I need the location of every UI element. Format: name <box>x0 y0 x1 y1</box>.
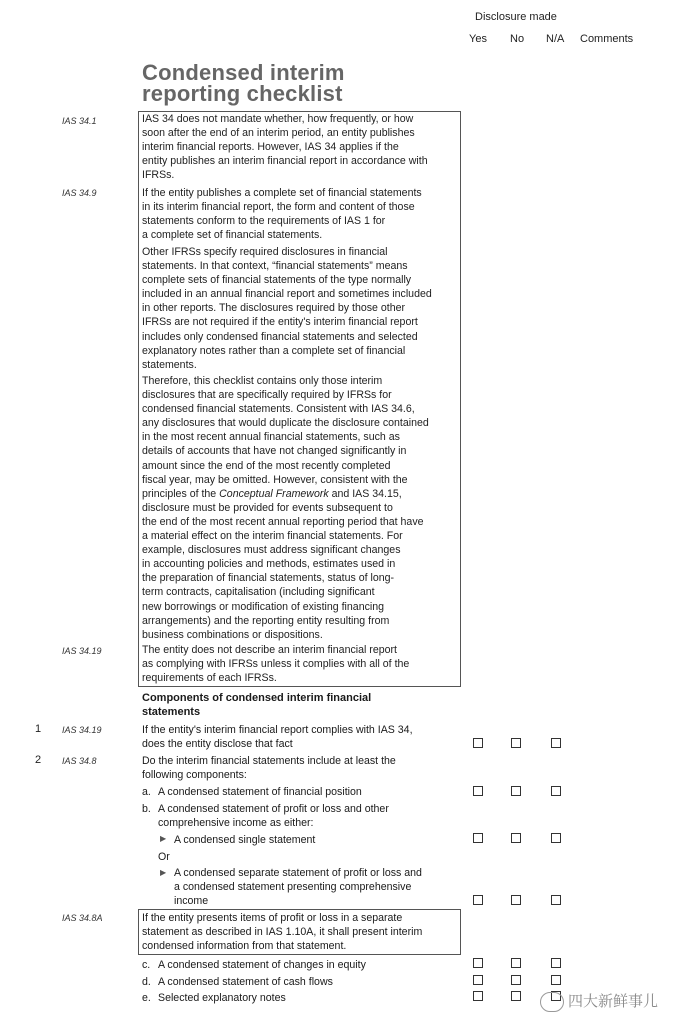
ref-ias-34-8a: IAS 34.8A <box>62 913 103 923</box>
question-2: Do the interim financial statements include at least the following components: <box>142 755 396 782</box>
b1-no-checkbox[interactable] <box>511 833 521 843</box>
ref-ias-34-19-item1: IAS 34.19 <box>62 725 102 735</box>
bullet-triangle-icon: ▶ <box>160 834 167 843</box>
item-b1-text: A condensed single statement <box>174 834 316 846</box>
e-yes-checkbox[interactable] <box>473 991 483 1001</box>
q1-no-checkbox[interactable] <box>511 738 521 748</box>
intro-paragraph-3: Other IFRSs specify required disclosures in financial statements. In that context, “financial statements” means complete sets of financial statements of the type normally included in an annual financial report and sometimes included in other reports. The disclosures required by those other IFRSs are not required if the entity's interim financial report includes only condensed financial statements and selected explanatory notes rather than a complete set of financial statements. <box>142 246 432 371</box>
intro-paragraph-1: IAS 34 does not mandate whether, how frequently, or how soon after the end of an interim period, an entity publishes interim financial reports. However, IAS 34 applies if the entity publishes an interim financial report in accordance with IFRSs. <box>142 113 428 182</box>
ref-ias-34-8: IAS 34.8 <box>62 756 97 766</box>
b2-no-checkbox[interactable] <box>511 895 521 905</box>
or-text: Or <box>158 851 170 863</box>
b1-yes-checkbox[interactable] <box>473 833 483 843</box>
item-b2-text: A condensed separate statement of profit or loss and a condensed statement presenting comprehensive income <box>174 867 422 908</box>
ref-ias-34-19: IAS 34.19 <box>62 646 102 656</box>
item-number-2: 2 <box>35 754 42 766</box>
disclosure-made-header: Disclosure made <box>475 11 557 23</box>
c-na-checkbox[interactable] <box>551 958 561 968</box>
intro-paragraph-5: The entity does not describe an interim financial report as complying with IFRSs unless it complies with all of the requirements of each IFRSs. <box>142 644 410 685</box>
watermark-text: 四大新鲜事儿 <box>568 993 659 1010</box>
item-number-1: 1 <box>35 723 42 735</box>
page-title: Condensed interim reporting checklist <box>142 60 345 106</box>
b2-na-checkbox[interactable] <box>551 895 561 905</box>
a-yes-checkbox[interactable] <box>473 786 483 796</box>
c-yes-checkbox[interactable] <box>473 958 483 968</box>
section-heading: Components of condensed interim financial statements <box>142 692 372 718</box>
ref-ias-34-9: IAS 34.9 <box>62 188 97 198</box>
item-a-letter: a. <box>142 786 151 798</box>
item-a-text: A condensed statement of financial position <box>158 786 362 798</box>
q1-yes-checkbox[interactable] <box>473 738 483 748</box>
item-b-letter: b. <box>142 803 151 815</box>
intro-paragraph-4: Therefore, this checklist contains only those interim disclosures that are specifically required by IFRSs for condensed financial statements. Consistent with IAS 34.6, any disclosures that would duplicate the disclosure contained in the most recent annual financial statements, such as details of accounts that have not changed significantly in amount since the end of the most recently completed fiscal year, may be omitted. However, consistent with the principles of the Conceptual Framework and IAS 34.15, disclosure must be provided for events subsequent to the end of the most recent annual reporting period that have a material effect on the interim financial statements. For example, disclosures must address significant changes in accounting policies and methods, estimates used in the preparation of financial statements, status of long- term contracts, capitalisation (including significant new borrowings or modification of existing financing arrangements) and the reporting entity resulting from business combinations or dispositions. <box>142 375 429 641</box>
d-na-checkbox[interactable] <box>551 975 561 985</box>
item-c-text: A condensed statement of changes in equity <box>158 959 366 971</box>
wechat-icon <box>540 992 564 1012</box>
intro-paragraph-2: If the entity publishes a complete set of financial statements in its interim financial report, the form and content of those statements conform to the requirements of IAS 1 for a complete set of financial statements. <box>142 187 422 242</box>
item-e-letter: e. <box>142 992 151 1004</box>
ias1-note-text: If the entity presents items of profit or loss in a separate statement as described in IAS 1.10A, it shall present interim condensed information from that statement. <box>142 912 423 953</box>
d-yes-checkbox[interactable] <box>473 975 483 985</box>
bullet-triangle-icon: ▶ <box>160 868 167 877</box>
a-no-checkbox[interactable] <box>511 786 521 796</box>
e-no-checkbox[interactable] <box>511 991 521 1001</box>
col-no-header: No <box>510 33 525 45</box>
question-1: If the entity's interim financial report complies with IAS 34, does the entity disclose that fact <box>142 724 413 751</box>
b2-yes-checkbox[interactable] <box>473 895 483 905</box>
item-d-text: A condensed statement of cash flows <box>158 976 333 988</box>
col-yes-header: Yes <box>469 33 487 45</box>
b1-na-checkbox[interactable] <box>551 833 561 843</box>
item-d-letter: d. <box>142 976 151 988</box>
c-no-checkbox[interactable] <box>511 958 521 968</box>
a-na-checkbox[interactable] <box>551 786 561 796</box>
item-c-letter: c. <box>142 959 151 971</box>
item-b-text: A condensed statement of profit or loss and other comprehensive income as either: <box>158 803 389 830</box>
q1-na-checkbox[interactable] <box>551 738 561 748</box>
col-comments-header: Comments <box>580 33 634 45</box>
col-na-header: N/A <box>546 33 565 45</box>
item-e-text: Selected explanatory notes <box>158 992 286 1004</box>
d-no-checkbox[interactable] <box>511 975 521 985</box>
ref-ias-34-1: IAS 34.1 <box>62 116 97 126</box>
